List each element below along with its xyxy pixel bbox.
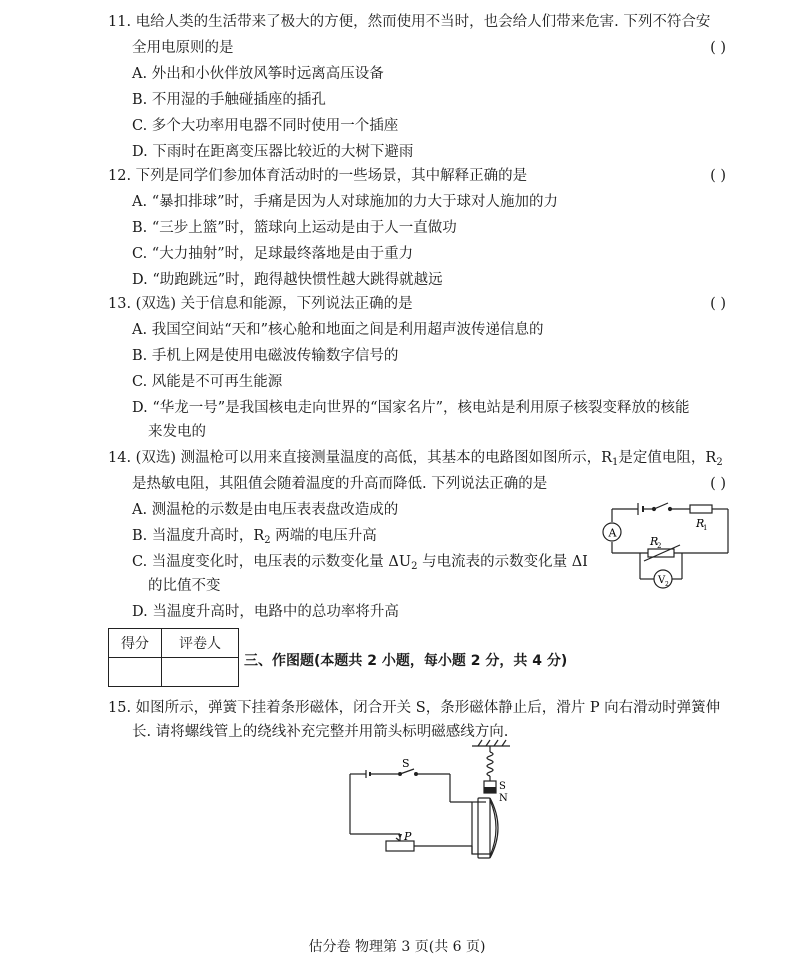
q13-option-d-line1: D. “华龙一号”是我国核电走向世界的“国家名片”，核电站是利用原子核裂变释放的核能 — [132, 400, 690, 416]
q13-option-a: A. 我国空间站“天和”核心舱和地面之间是利用超声波传递信息的 — [132, 322, 544, 338]
score-cell[interactable] — [109, 658, 162, 687]
q15-stem-line2: 长. 请将螺线管上的绕线补充完整并用箭头标明磁感线方向. — [132, 724, 509, 740]
q12-option-d: D. “助跑跳远”时，跑得越快惯性越大跳得就越远 — [132, 272, 443, 288]
slider-p-label: P — [404, 830, 412, 843]
q11-option-c: C. 多个大功率用电器不同时使用一个插座 — [132, 118, 399, 134]
ammeter-label: A — [608, 526, 617, 540]
q11-stem-line2: 全用电原则的是 — [132, 40, 234, 56]
q14-option-c-line1: C. 当温度变化时，电压表的示数变化量 $\Delta U_2$ 与电流表的示数变化量 ΔI — [132, 554, 588, 572]
q13-answer-paren: ( ) — [710, 296, 726, 312]
q14-option-c-line2: 的比值不变 — [148, 578, 221, 594]
q14-option-a: A. 测温枪的示数是由电压表表盘改造成的 — [132, 502, 399, 518]
q14-option-d: D. 当温度升高时，电路中的总功率将升高 — [132, 604, 399, 620]
r1-label: R — [696, 517, 705, 530]
magnet-s-pole-label: S — [499, 781, 506, 792]
grader-cell[interactable] — [162, 658, 239, 687]
q14-circuit-diagram — [590, 495, 740, 600]
q12-option-a: A. “暴扣排球”时，手痛是因为人对球施加的力大于球对人施加的力 — [132, 194, 559, 210]
q12-stem: 12. 下列是同学们参加体育活动时的一些场景，其中解释正确的是 — [108, 168, 528, 184]
page-footer: 估分卷 物理第 3 页(共 6 页) — [308, 939, 486, 955]
q11-stem-line1: 11. 电给人类的生活带来了极大的方便，然而使用不当时，也会给人们带来危害. 下列不符合安 — [108, 14, 711, 30]
r2-label: R — [650, 535, 659, 548]
q11-option-d: D. 下雨时在距离变压器比较近的大树下避雨 — [132, 144, 414, 160]
q15-solenoid-diagram — [340, 738, 530, 863]
q13-option-b: B. 手机上网是使用电磁波传输数字信号的 — [132, 348, 399, 364]
q12-option-b: B. “三步上篮”时，篮球向上运动是由于人一直做功 — [132, 220, 457, 236]
q13-option-d-line2: 来发电的 — [148, 424, 206, 440]
q12-option-c: C. “大力抽射”时，足球最终落地是由于重力 — [132, 246, 414, 262]
r2-subscript: 2 — [657, 542, 662, 550]
magnet-n-pole-label: N — [499, 793, 508, 804]
score-header: 得分 — [109, 629, 162, 658]
q15-stem-line1: 15. 如图所示，弹簧下挂着条形磁体，闭合开关 S，条形磁体静止后，滑片 P 向右滑动时弹簧伸 — [108, 700, 721, 716]
q12-answer-paren: ( ) — [710, 168, 726, 184]
switch-s-label: S — [402, 757, 410, 770]
q14-option-b: B. 当温度升高时，$R_2$ 两端的电压升高 — [132, 528, 377, 546]
q11-option-a: A. 外出和小伙伴放风筝时远离高压设备 — [132, 66, 384, 82]
q11-answer-paren: ( ) — [710, 40, 726, 56]
grader-header: 评卷人 — [162, 629, 239, 658]
q13-stem: 13. (双选) 关于信息和能源，下列说法正确的是 — [108, 296, 413, 312]
q14-stem-line2: 是热敏电阻，其阻值会随着温度的升高而降低. 下列说法正确的是 — [132, 476, 548, 492]
r1-subscript: 1 — [703, 524, 708, 532]
q14-stem-line1: 14. (双选) 测温枪可以用来直接测量温度的高低，其基本的电路图如图所示，$R_1$是定值电阻，$R_2$ — [108, 450, 723, 468]
section-3-heading: 三、作图题(本题共 2 小题，每小题 2 分，共 4 分) — [244, 653, 568, 669]
q11-option-b: B. 不用湿的手触碰插座的插孔 — [132, 92, 326, 108]
q14-answer-paren: ( ) — [710, 476, 726, 492]
voltmeter-label: V — [658, 575, 666, 586]
score-table — [108, 628, 239, 687]
voltmeter-subscript: 2 — [665, 581, 669, 588]
q13-option-c: C. 风能是不可再生能源 — [132, 374, 283, 390]
